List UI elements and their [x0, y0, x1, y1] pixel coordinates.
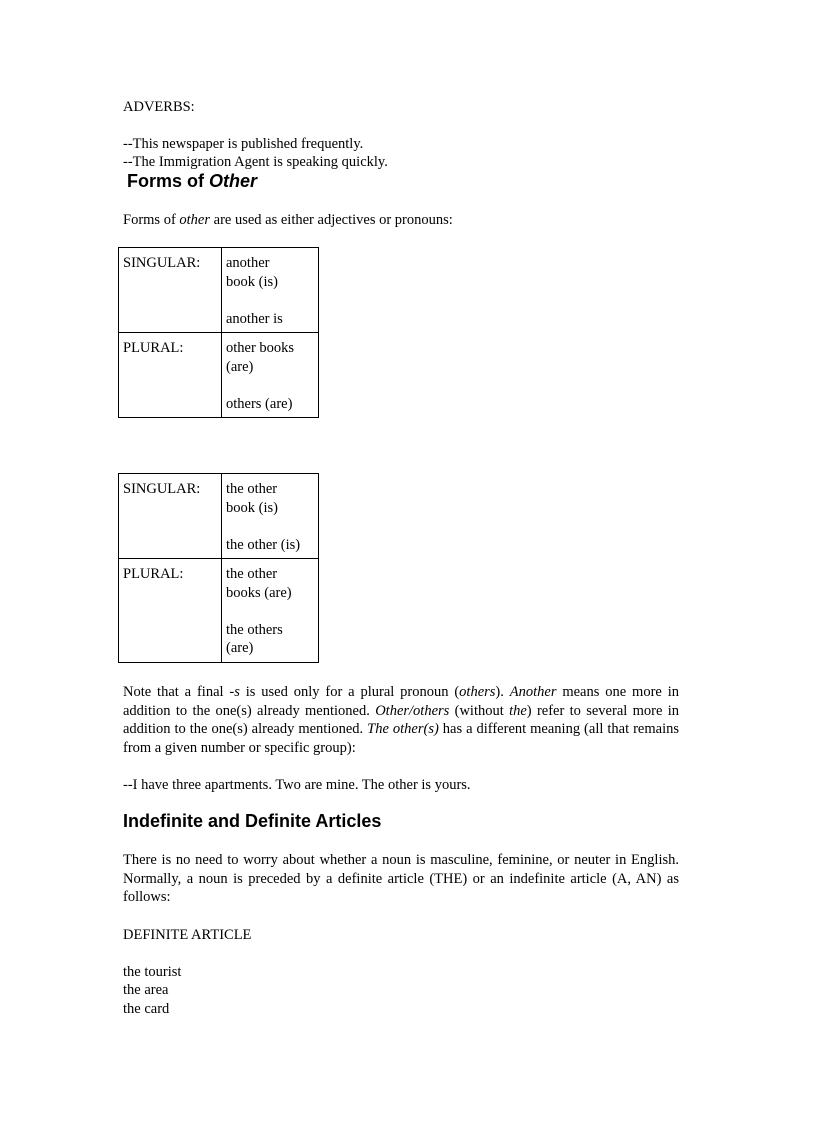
row-label: PLURAL: [119, 559, 222, 663]
note-italic: Another [509, 684, 557, 700]
articles-intro: There is no need to worry about whether a noun is masculine, feminine, or neuter in English. Normally, a noun is preceded by a definite article (THE) or an indefinite article (A, AN) as follows: [123, 852, 679, 905]
row-label: SINGULAR: [119, 474, 222, 559]
adjective-line: the other [226, 481, 278, 497]
note-italic: Other/others [375, 702, 450, 719]
row-label: SINGULAR: [119, 248, 222, 333]
forms-intro-italic: other [179, 212, 211, 228]
pronoun-line: (are) [226, 640, 254, 656]
forms-table-indefinite [118, 247, 319, 418]
adjective-line: books (are) [226, 584, 292, 601]
table-row-singular [119, 248, 319, 333]
note-text: (without [449, 702, 510, 719]
forms-intro [123, 211, 453, 230]
note-italic: -s [229, 684, 240, 700]
note-text: means one more in addition to the one(s) already mentioned. [123, 684, 679, 719]
adjective-line: another [226, 255, 270, 271]
definite-article-heading: DEFINITE ARTICLE [123, 927, 252, 943]
adjective-line: (are) [226, 358, 254, 375]
forms-table-definite [118, 473, 319, 663]
apartments-example: --I have three apartments. Two are mine. The other is yours. [123, 777, 471, 793]
pronoun-line: others (are) [226, 395, 293, 412]
adjective-line: other books [226, 340, 295, 356]
note-italic: others [459, 684, 496, 700]
adverb-example-2: --The Immigration Agent is speaking quickly. [123, 154, 388, 170]
adverb-example-1: --This newspaper is published frequently. [123, 136, 364, 152]
note-text: has a different meaning (all that remains from a given number or specific group): [123, 721, 679, 756]
adverbs-heading: ADVERBS: [123, 99, 195, 115]
row-forms [222, 559, 319, 663]
note-text: is used only for a plural pronoun ( [239, 684, 460, 700]
note-text: Note that a final [123, 684, 230, 700]
table-row-singular [119, 474, 319, 559]
pronoun-line: another is [226, 310, 283, 327]
note-italic: the [509, 702, 527, 719]
adjective-line: book (is) [226, 273, 278, 290]
forms-intro-before: Forms of [123, 212, 180, 228]
table-row-plural [119, 559, 319, 663]
note-text: ). [495, 684, 510, 700]
note-italic: The other(s) [367, 721, 439, 737]
pronoun-line: the other (is) [226, 536, 301, 553]
row-forms [222, 248, 319, 333]
forms-intro-after: are used as either adjectives or pronouns: [210, 212, 453, 228]
articles-section-title: Indefinite and Definite Articles [123, 811, 382, 831]
note-text: ) refer to several more in addition to the one(s) already mentioned. [123, 702, 680, 737]
pronoun-line: the others [226, 621, 283, 638]
forms-title-italic: Other [209, 171, 258, 191]
definite-example: the area [123, 982, 169, 998]
row-forms [222, 333, 319, 418]
adjective-line: book (is) [226, 499, 278, 516]
note-paragraph [123, 683, 679, 757]
definite-example: the tourist [123, 964, 182, 980]
row-forms [222, 474, 319, 559]
adjective-line: the other [226, 566, 278, 582]
table-row-plural [119, 333, 319, 418]
forms-title-prefix: Forms of [127, 171, 210, 191]
row-label: PLURAL: [119, 333, 222, 418]
forms-section-title [127, 171, 257, 192]
definite-example: the card [123, 1001, 170, 1017]
